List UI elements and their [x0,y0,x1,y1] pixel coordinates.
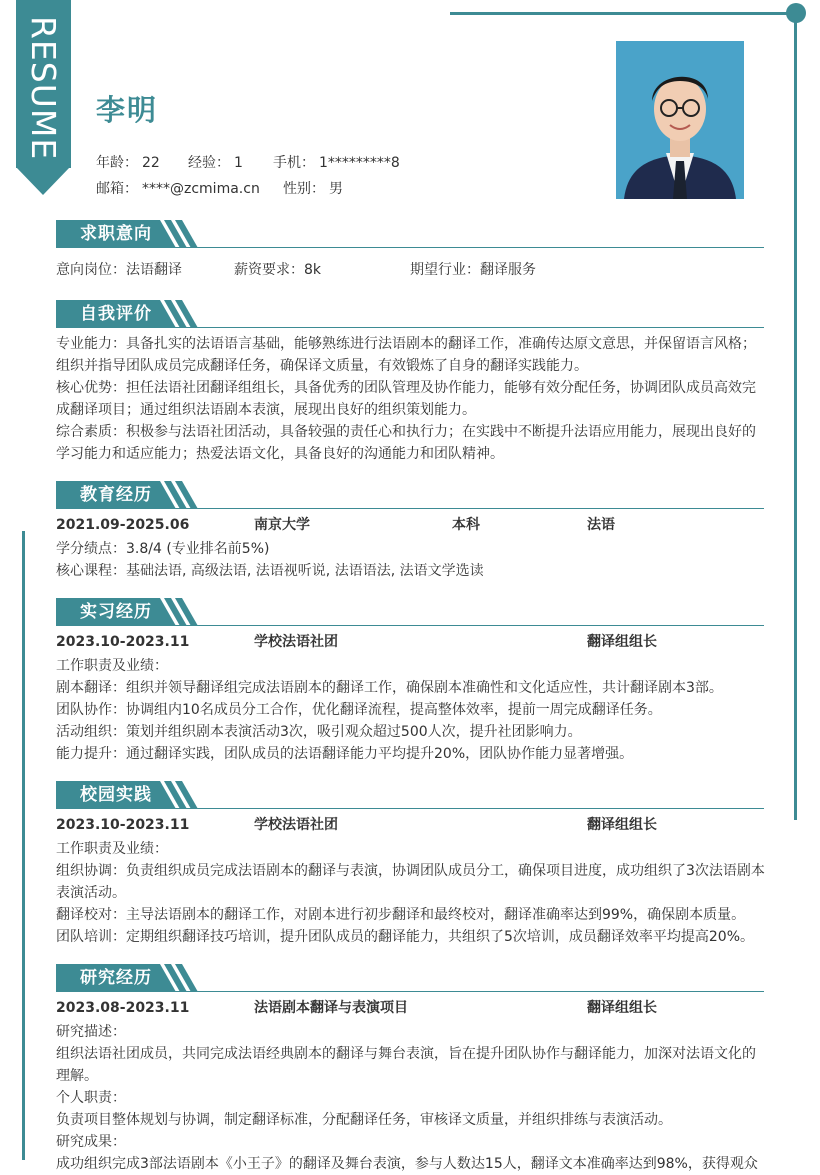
education-school: 南京大学 [254,517,310,533]
campus-header-row [56,814,764,836]
section-self-eval [56,298,764,328]
phone-field: 手机： 1*********8 [273,155,400,171]
internship-period: 2023.10-2023.11 [56,634,190,650]
education-text [56,538,766,582]
resume-label: RESUME [24,16,63,161]
person-portrait-icon [616,41,744,199]
research-line: 研究成果： [56,1134,126,1150]
campus-line: 翻译校对：主导法语剧本的翻译工作，对剧本进行初步翻译和最终校对，翻译准确率达到99%，确保剧本质量。 [56,907,746,923]
section-title: 教育经历 [80,485,152,505]
internship-text [56,655,766,765]
campus-org: 学校法语社团 [254,817,338,833]
research-line: 组织法语社团成员，共同完成法语经典剧本的翻译与舞台表演，旨在提升团队协作与翻译能力，加深对法语文化的理解。 [56,1046,756,1084]
section-title: 校园实践 [80,785,152,805]
education-line: 核心课程：基础法语, 高级法语, 法语视听说, 法语语法, 法语文学选读 [56,563,484,579]
section-education [56,479,764,509]
profile-photo [616,41,744,199]
education-degree: 本科 [452,517,480,533]
top-decor-line [450,12,796,15]
research-line: 研究描述： [56,1024,126,1040]
job-intent-row [56,259,764,281]
age-field: 年龄： 22 [96,155,160,171]
research-role: 翻译组组长 [587,1000,657,1016]
self-eval-line: 核心优势：担任法语社团翻译组组长，具备优秀的团队管理及协作能力，能够有效分配任务，协调团队成员高效完成翻译项目；通过组织法语剧本表演，展现出良好的组织策划能力。 [56,380,756,418]
internship-org: 学校法语社团 [254,634,338,650]
education-header-row [56,514,764,536]
resume-ribbon [16,0,71,195]
internship-line: 团队协作：协调组内10名成员分工合作，优化翻译流程，提高整体效率，提前一周完成翻译任务。 [56,702,662,718]
section-research [56,962,764,992]
education-period: 2021.09-2025.06 [56,517,190,533]
campus-line: 工作职责及业绩： [56,841,168,857]
campus-line: 团队培训：定期组织翻译技巧培训，提升团队成员的翻译能力，共组织了5次培训，成员翻译效率平均提高20%。 [56,929,755,945]
self-eval-text [56,333,766,465]
research-line: 负责项目整体规划与协调，制定翻译标准，分配翻译任务，审核译文质量，并组织排练与表演活动。 [56,1112,672,1128]
email-field: 邮箱： ****@zcmima.cn [96,181,260,197]
section-title: 实习经历 [80,602,152,622]
internship-line: 工作职责及业绩： [56,658,168,674]
experience-field: 经验： 1 [188,155,243,171]
basic-info-row-2 [96,178,343,198]
research-project: 法语剧本翻译与表演项目 [254,1000,408,1016]
internship-line: 活动组织：策划并组织剧本表演活动3次，吸引观众超过500人次，提升社团影响力。 [56,724,582,740]
left-decor-line [22,531,25,1160]
research-line: 成功组织完成3部法语剧本《小王子》的翻译及舞台表演，参与人数达15人，翻译文本准确率达到98%，获得观众 [56,1156,758,1172]
basic-info-row-1 [96,152,400,172]
internship-header-row [56,631,764,653]
education-line: 学分绩点：3.8/4 (专业排名前5%) [56,541,270,557]
campus-line: 组织协调：负责组织成员完成法语剧本的翻译与表演，协调团队成员分工，确保项目进度，成功组织了3次法语剧本表演活动。 [56,863,765,901]
section-campus [56,779,764,809]
internship-role: 翻译组组长 [587,634,657,650]
campus-period: 2023.10-2023.11 [56,817,190,833]
section-job-intent [56,218,764,248]
section-title: 自我评价 [80,304,152,324]
campus-text [56,838,766,948]
section-title: 求职意向 [80,224,152,244]
right-decor-line [794,12,797,820]
section-title: 研究经历 [80,968,152,988]
campus-role: 翻译组组长 [587,817,657,833]
internship-line: 剧本翻译：组织并领导翻译组完成法语剧本的翻译工作，确保剧本准确性和文化适应性，共计翻译剧本3部。 [56,680,723,696]
self-eval-line: 专业能力：具备扎实的法语语言基础，能够熟练进行法语剧本的翻译工作，准确传达原文意思，并保留语言风格；组织并指导团队成员完成翻译任务，确保译文质量，有效锻炼了自身的翻译实践能力。 [56,336,756,374]
education-major: 法语 [587,517,615,533]
research-text [56,1021,766,1172]
research-header-row [56,997,764,1019]
research-line: 个人职责： [56,1090,126,1106]
intent-industry: 期望行业：翻译服务 [410,262,536,278]
candidate-name: 李明 [96,93,159,127]
intent-salary: 薪资要求：8k [234,262,322,278]
internship-line: 能力提升：通过翻译实践，团队成员的法语翻译能力平均提升20%，团队协作能力显著增强。 [56,746,634,762]
self-eval-line: 综合素质：积极参与法语社团活动，具备较强的责任心和执行力；在实践中不断提升法语应用能力，展现出良好的学习能力和适应能力；热爱法语文化，具备良好的沟通能力和团队精神。 [56,424,756,462]
intent-position: 意向岗位：法语翻译 [56,262,182,278]
section-internship [56,596,764,626]
research-period: 2023.08-2023.11 [56,1000,190,1016]
gender-field: 性别： 男 [283,181,343,197]
